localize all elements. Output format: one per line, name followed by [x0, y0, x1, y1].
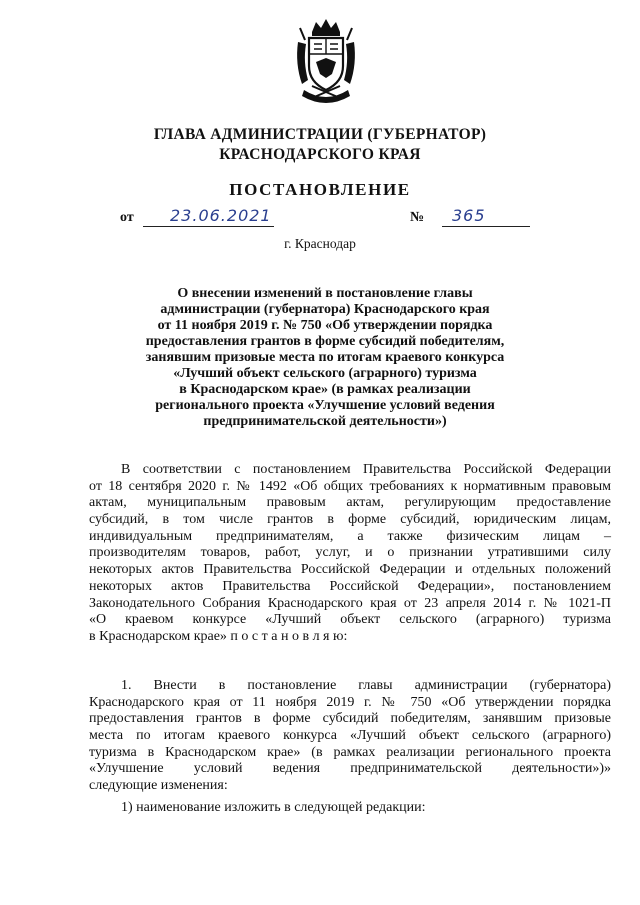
clause-1-paragraph: [89, 678, 611, 795]
subject-line: О внесении изменений в постановление главы: [177, 286, 473, 301]
text-line: в Краснодарском крае» п о с т а н о в л я ю:: [89, 628, 348, 644]
text-line: «О краевом конкурсе «Лучший объект сельского (аграрного) туризма: [89, 612, 611, 628]
subject-line: в Краснодарском крае» (в рамках реализации: [179, 382, 471, 397]
coat-of-arms-icon: [292, 16, 360, 112]
authority-title-line1: ГЛАВА АДМИНИСТРАЦИИ (ГУБЕРНАТОР): [153, 126, 487, 143]
text-line: актам, муниципальным правовым актам, регулирующим предоставление: [89, 495, 611, 511]
document-type-title: ПОСТАНОВЛЕНИЕ: [229, 180, 411, 199]
text-line: некоторых актов Правительства Российской Федерации и отдельных положений: [89, 562, 611, 578]
subject-line: от 11 ноября 2019 г. № 750 «Об утверждении порядка: [157, 318, 493, 333]
authority-title-line2: КРАСНОДАРСКОГО КРАЯ: [219, 146, 421, 163]
subject-line: предпринимательской деятельности»): [203, 414, 447, 429]
text-line: места по итогам краевого конкурса «Лучший объект сельского (аграрного): [89, 728, 611, 744]
subject-line: администрации (губернатора) Краснодарского края: [160, 302, 490, 317]
text-line: туризма в Краснодарском крае» (в рамках реализации регионального проекта: [89, 744, 611, 760]
text-line: 1. Внести в постановление главы администрации (губернатора): [121, 678, 611, 693]
text-line: от 18 сентября 2020 г. № 1492 «Об общих требованиях к нормативным правовым: [89, 478, 611, 494]
text-line: индивидуальным предпринимателям, а также физическим лицам –: [89, 528, 611, 544]
subject-line: предоставления грантов в форме субсидий победителям,: [145, 334, 505, 349]
text-line: предоставления грантов в форме субсидий победителям, занявшим призовые: [89, 711, 611, 727]
subject-line: занявшим призовые места по итогам краевого конкурса: [145, 350, 505, 365]
number-value: 365: [452, 206, 486, 225]
number-underline: [442, 226, 530, 227]
date-label: от: [120, 210, 134, 225]
subject-line: регионального проекта «Улучшение условий ведения: [155, 398, 495, 413]
date-value: 23.06.2021: [170, 206, 272, 225]
document-subject: [130, 286, 520, 430]
subclause-1-paragraph: [89, 800, 611, 817]
date-number-row: [0, 206, 640, 230]
text-line: 1) наименование изложить в следующей редакции:: [121, 800, 426, 815]
text-line: субсидий, в том числе грантов в форме субсидий, юридическим лицам,: [89, 512, 611, 528]
city-name: г. Краснодар: [284, 236, 356, 251]
text-line: «Улучшение условий ведения предпринимательской деятельности»)»: [89, 761, 611, 777]
date-underline: [143, 226, 274, 227]
text-line: некоторых актов Правительства Российской Федерации», постановлением: [89, 578, 611, 594]
subject-line: «Лучший объект сельского (аграрного) туризма: [173, 366, 477, 381]
text-line: производителям товаров, работ, услуг, и о признании утратившими силу: [89, 545, 611, 561]
text-line: В соответствии с постановлением Правительства Российской Федерации: [121, 462, 611, 477]
text-line: Краснодарского края от 11 ноября 2019 г. № 750 «Об утверждении порядка: [89, 694, 611, 710]
preamble-paragraph: [89, 462, 611, 646]
number-label: №: [410, 210, 425, 225]
text-line: Законодательного Собрания Краснодарского края от 23 апреля 2014 г. № 1021-П: [89, 595, 611, 611]
text-line: следующие изменения:: [89, 778, 228, 794]
